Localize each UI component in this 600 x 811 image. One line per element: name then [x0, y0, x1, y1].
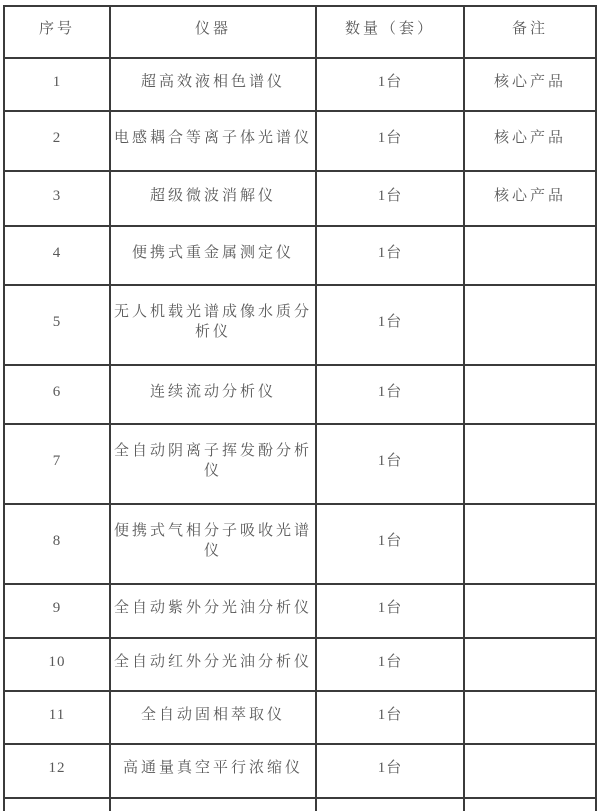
- table-row: [4, 365, 596, 424]
- cell-qty: 1台: [316, 58, 464, 111]
- table-row: [4, 424, 596, 504]
- cell-qty: 1台: [316, 226, 464, 285]
- cell-instrument: [110, 798, 316, 811]
- cell-no: 4: [4, 226, 110, 285]
- cell-qty: 1台: [316, 691, 464, 744]
- cell-no: 1: [4, 58, 110, 111]
- table-row: [4, 638, 596, 691]
- cell-qty: 1台: [316, 365, 464, 424]
- cell-instrument: 全自动固相萃取仪: [110, 691, 316, 744]
- header-cell-no: 序号: [4, 6, 110, 58]
- cell-qty: 1台: [316, 424, 464, 504]
- cell-no: [4, 798, 110, 811]
- cell-no: 5: [4, 285, 110, 365]
- table-row: [4, 171, 596, 226]
- cell-no: 8: [4, 504, 110, 584]
- table-row: [4, 58, 596, 111]
- cell-remark: [464, 504, 596, 584]
- cell-instrument: 连续流动分析仪: [110, 365, 316, 424]
- cell-instrument: 便携式重金属测定仪: [110, 226, 316, 285]
- cell-remark: [464, 691, 596, 744]
- cell-no: 10: [4, 638, 110, 691]
- cell-qty: 1台: [316, 111, 464, 171]
- table-row: [4, 111, 596, 171]
- cell-no: 7: [4, 424, 110, 504]
- table-row: [4, 584, 596, 638]
- cell-instrument: 超高效液相色谱仪: [110, 58, 316, 111]
- table-header-row: [4, 6, 596, 58]
- cell-instrument: 高通量真空平行浓缩仪: [110, 744, 316, 798]
- cell-remark: [464, 365, 596, 424]
- header-cell-instrument: 仪器: [110, 6, 316, 58]
- cell-instrument: 电感耦合等离子体光谱仪: [110, 111, 316, 171]
- cell-no: 6: [4, 365, 110, 424]
- instrument-table: [3, 5, 597, 811]
- table-row: [4, 226, 596, 285]
- cell-no: 11: [4, 691, 110, 744]
- cell-qty: 1台: [316, 744, 464, 798]
- cell-instrument: 便携式气相分子吸收光谱仪: [110, 504, 316, 584]
- header-cell-remark: 备注: [464, 6, 596, 58]
- cell-no: 9: [4, 584, 110, 638]
- cell-remark: [464, 638, 596, 691]
- cell-qty: 1台: [316, 504, 464, 584]
- cell-instrument: 超级微波消解仪: [110, 171, 316, 226]
- cell-qty: 1台: [316, 285, 464, 365]
- cell-remark: [464, 226, 596, 285]
- cell-remark: [464, 584, 596, 638]
- cell-qty: 1台: [316, 171, 464, 226]
- header-cell-qty: 数量（套）: [316, 6, 464, 58]
- cell-remark: 核心产品: [464, 58, 596, 111]
- table-row: [4, 285, 596, 365]
- cell-instrument: 全自动红外分光油分析仪: [110, 638, 316, 691]
- cell-qty: [316, 798, 464, 811]
- table-row-partial: [4, 798, 596, 811]
- table-row: [4, 744, 596, 798]
- cell-instrument: 全自动紫外分光油分析仪: [110, 584, 316, 638]
- cell-qty: 1台: [316, 584, 464, 638]
- table-row: [4, 691, 596, 744]
- cell-remark: [464, 798, 596, 811]
- cell-no: 12: [4, 744, 110, 798]
- cell-remark: [464, 744, 596, 798]
- cell-remark: 核心产品: [464, 171, 596, 226]
- cell-remark: [464, 285, 596, 365]
- cell-remark: 核心产品: [464, 111, 596, 171]
- cell-qty: 1台: [316, 638, 464, 691]
- cell-remark: [464, 424, 596, 504]
- cell-no: 2: [4, 111, 110, 171]
- cell-instrument: 全自动阴离子挥发酚分析仪: [110, 424, 316, 504]
- cell-no: 3: [4, 171, 110, 226]
- cell-instrument: 无人机载光谱成像水质分析仪: [110, 285, 316, 365]
- table-row: [4, 504, 596, 584]
